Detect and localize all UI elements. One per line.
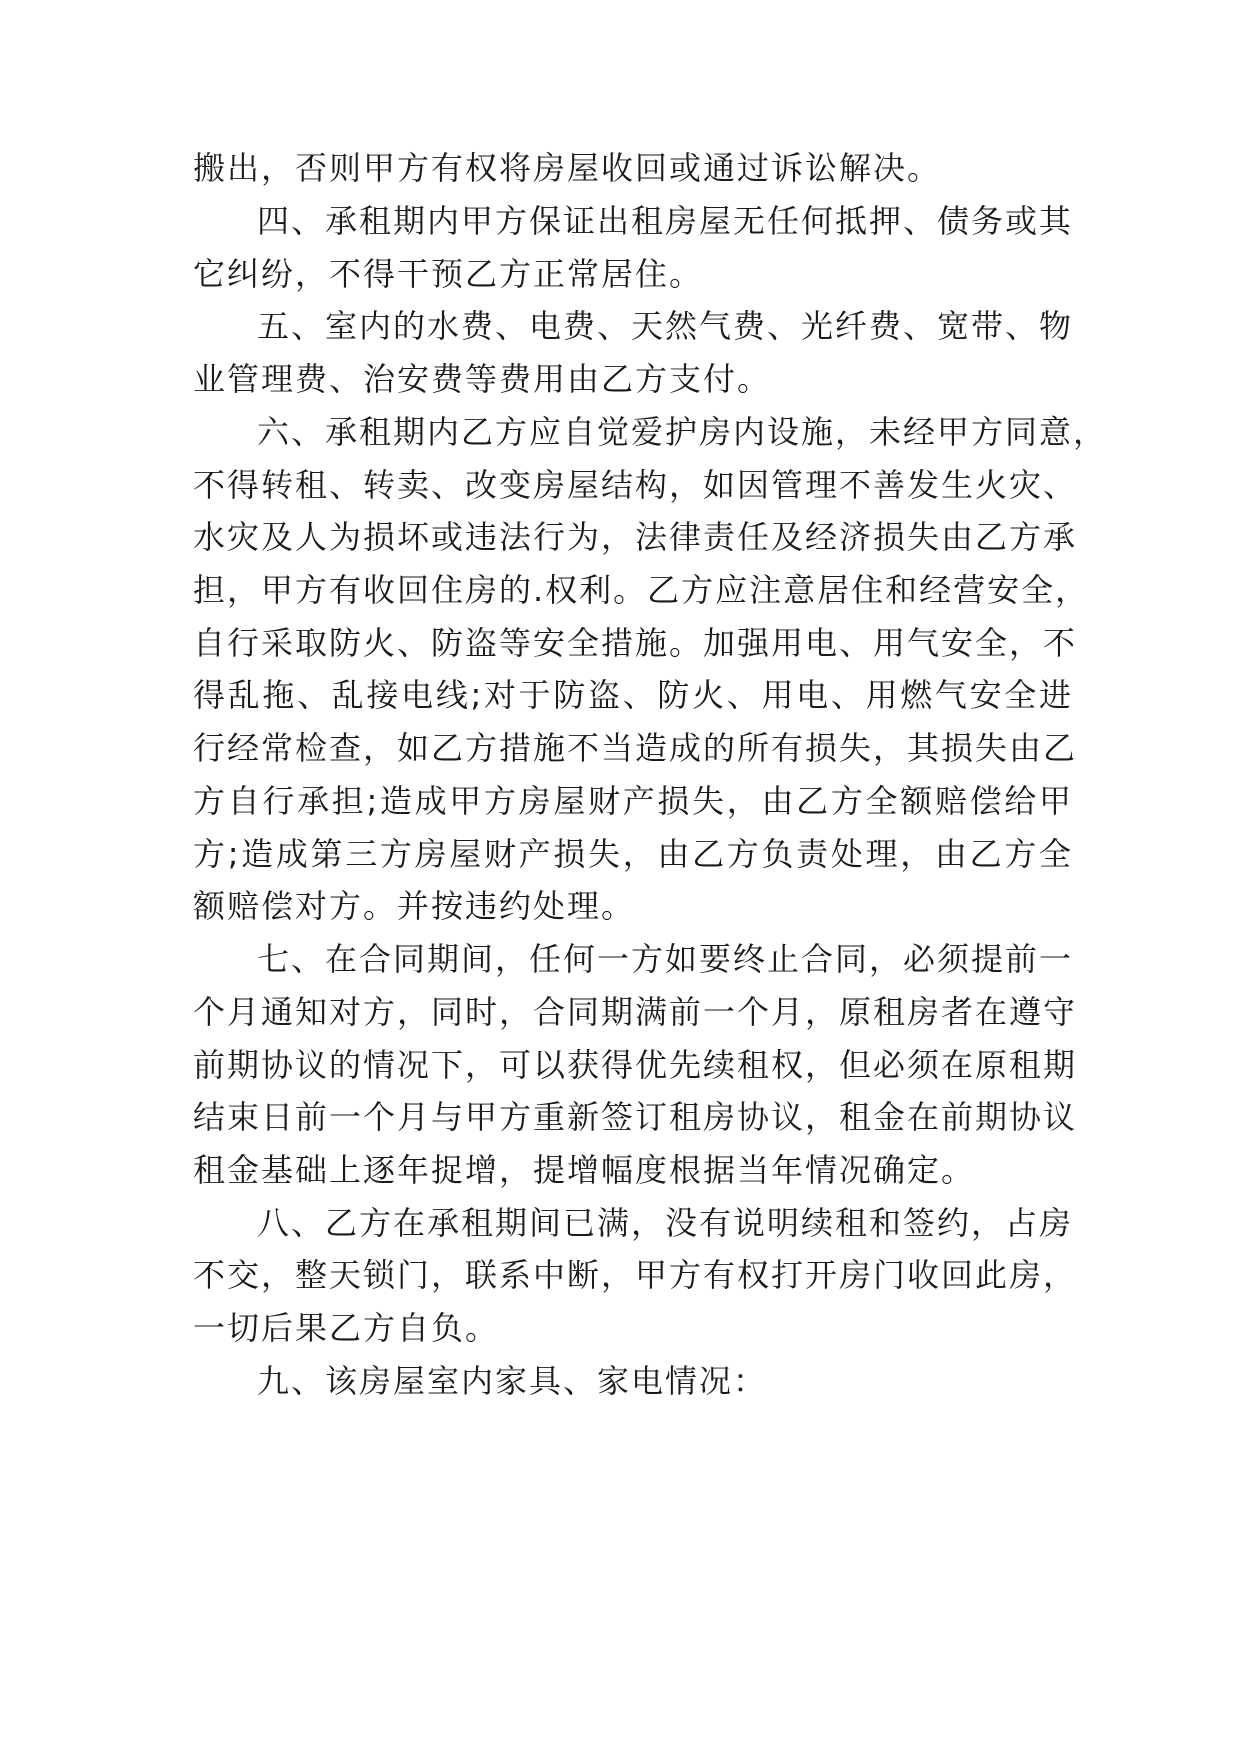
text-line-5: 业管理费、治安费等费用由乙方支付。 xyxy=(193,360,772,398)
text-line-1: 搬出，否则甲方有权将房屋收回或通过诉讼解决。 xyxy=(193,149,942,187)
text-line-24: 九、该房屋室内家具、家电情况： xyxy=(257,1362,768,1400)
text-line-6: 六、承租期内乙方应自觉爱护房内设施，未经甲方同意， xyxy=(257,413,1108,451)
text-line-4: 五、室内的水费、电费、天然气费、光纤费、宽带、物 xyxy=(257,307,1074,345)
text-line-11: 得乱拖、乱接电线;对于防盗、防火、用电、用燃气安全进 xyxy=(193,676,1073,714)
text-line-12: 行经常检查，如乙方措施不当造成的所有损失，其损失由乙 xyxy=(193,729,1078,767)
text-line-14: 方;造成第三方房屋财产损失，由乙方负责处理，由乙方全 xyxy=(193,835,1073,873)
text-line-15: 额赔偿对方。并按违约处理。 xyxy=(193,887,636,925)
text-line-7: 不得转租、转卖、改变房屋结构，如因管理不善发生火灾、 xyxy=(193,466,1078,504)
text-line-22: 不交，整天锁门，联系中断，甲方有权打开房门收回此房， xyxy=(193,1256,1078,1294)
text-line-13: 方自行承担;造成甲方房屋财产损失，由乙方全额赔偿给甲 xyxy=(193,782,1073,820)
text-line-21: 八、乙方在承租期间已满，没有说明续租和签约，占房 xyxy=(257,1204,1074,1242)
text-line-3: 它纠纷，不得干预乙方正常居住。 xyxy=(193,255,704,293)
text-line-17: 个月通知对方，同时，合同期满前一个月，原租房者在遵守 xyxy=(193,993,1078,1031)
text-line-9: 担，甲方有收回住房的.权利。乙方应注意居住和经营安全， xyxy=(193,571,1090,609)
text-line-18: 前期协议的情况下，可以获得优先续租权，但必须在原租期 xyxy=(193,1046,1078,1084)
text-line-23: 一切后果乙方自负。 xyxy=(193,1309,500,1347)
text-line-20: 租金基础上逐年捉增，提增幅度根据当年情况确定。 xyxy=(193,1151,976,1189)
text-line-2: 四、承租期内甲方保证出租房屋无任何抵押、债务或其 xyxy=(257,202,1074,240)
text-line-19: 结束日前一个月与甲方重新签订租房协议，租金在前期协议 xyxy=(193,1098,1078,1136)
text-line-8: 水灾及人为损坏或违法行为，法律责任及经济损失由乙方承 xyxy=(193,518,1078,556)
text-line-16: 七、在合同期间，任何一方如要终止合同，必须提前一 xyxy=(257,940,1074,978)
text-line-10: 自行采取防火、防盗等安全措施。加强用电、用气安全，不 xyxy=(193,624,1078,662)
